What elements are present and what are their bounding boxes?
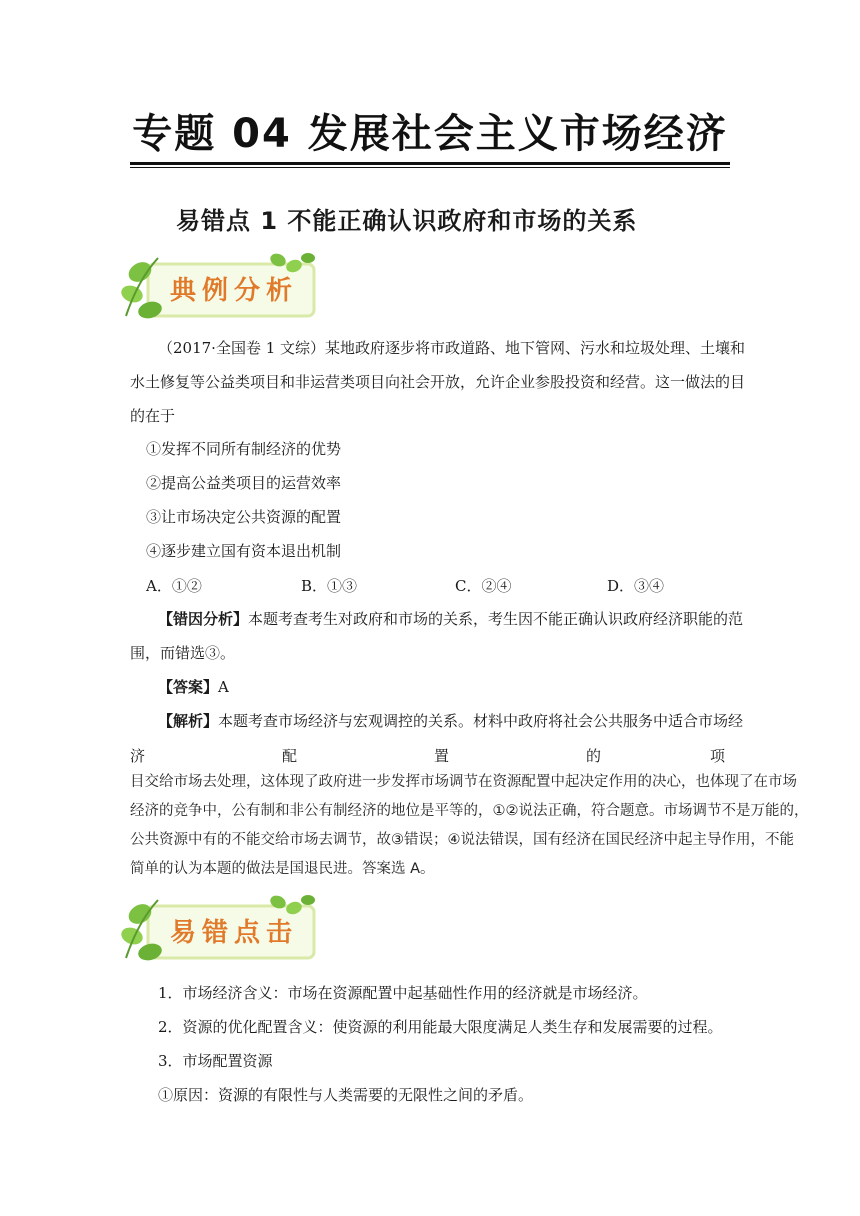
statement-item: ③让市场决定公共资源的配置 (146, 508, 342, 526)
document-title: 专题 04 发展社会主义市场经济 (132, 111, 728, 157)
option-d: D．③④ (607, 577, 665, 595)
statement-item: ④逐步建立国有资本退出机制 (146, 542, 342, 560)
justified-word: 济 (130, 747, 146, 765)
key-point: 2．资源的优化配置含义：使资源的利用能最大限度满足人类生存和发展需要的过程。 (158, 1018, 723, 1036)
banner-label: 易错点击 (170, 918, 299, 948)
explanation-line (158, 711, 743, 731)
title-underline (130, 162, 730, 165)
error-analysis-line: 围，而错选③。 (130, 644, 236, 662)
explanation-justified-line (130, 745, 726, 765)
justified-word: 置 (434, 747, 450, 765)
banner-error-points (118, 892, 318, 964)
answer-line (158, 677, 229, 697)
title-underline-thin (130, 167, 730, 168)
justified-word: 配 (282, 747, 298, 765)
question-line: （2017·全国卷 1 文综）某地政府逐步将市政道路、地下管网、污水和垃圾处理、土壤和 (158, 339, 746, 357)
explanation-line: 公共资源中有的不能交给市场去调节，故③错误；④说法错误，国有经济在国民经济中起主导作用，不能 (130, 832, 794, 848)
answer-options (146, 575, 706, 595)
justified-word: 的 (586, 747, 602, 765)
banner-label: 典例分析 (170, 276, 299, 306)
key-point: 3．市场配置资源 (158, 1052, 273, 1070)
error-analysis-line (158, 609, 743, 629)
justified-word: 项 (710, 747, 726, 765)
option-c: C．②④ (455, 577, 512, 595)
statement-item: ①发挥不同所有制经济的优势 (146, 440, 342, 458)
explanation-text: 本题考查市场经济与宏观调控的关系。材料中政府将社会公共服务中适合市场经 (218, 712, 744, 730)
error-analysis-text: 本题考查考生对政府和市场的关系，考生因不能正确认识政府经济职能的范 (248, 610, 744, 628)
answer-label: 【答案】 (158, 678, 219, 696)
error-analysis-label: 【错因分析】 (158, 610, 249, 628)
option-b: B．①③ (301, 577, 358, 595)
section-subtitle: 易错点 1 不能正确认识政府和市场的关系 (176, 207, 638, 235)
question-line: 水土修复等公益类项目和非运营类项目向社会开放，允许企业参股投资和经营。这一做法的目 (130, 373, 746, 391)
key-point: ①原因：资源的有限性与人类需要的无限性之间的矛盾。 (158, 1086, 534, 1104)
key-point: 1．市场经济含义：市场在资源配置中起基础性作用的经济就是市场经济。 (158, 984, 648, 1002)
explanation-line: 经济的竞争中，公有制和非公有制经济的地位是平等的，①②说法正确，符合题意。市场调节不是万能的， (130, 803, 809, 819)
question-line: 的在于 (130, 407, 176, 425)
explanation-line: 目交给市场去处理，这体现了政府进一步发挥市场调节在资源配置中起决定作用的决心，也体现了在市场 (130, 774, 797, 790)
explanation-label: 【解析】 (158, 712, 219, 730)
explanation-line: 简单的认为本题的做法是国退民进。答案选 A。 (130, 861, 435, 877)
statement-item: ②提高公益类项目的运营效率 (146, 474, 342, 492)
answer-value: A (218, 678, 229, 696)
option-a: A．①② (146, 577, 202, 595)
banner-typical-example (118, 250, 318, 322)
document-title-block (130, 110, 730, 168)
